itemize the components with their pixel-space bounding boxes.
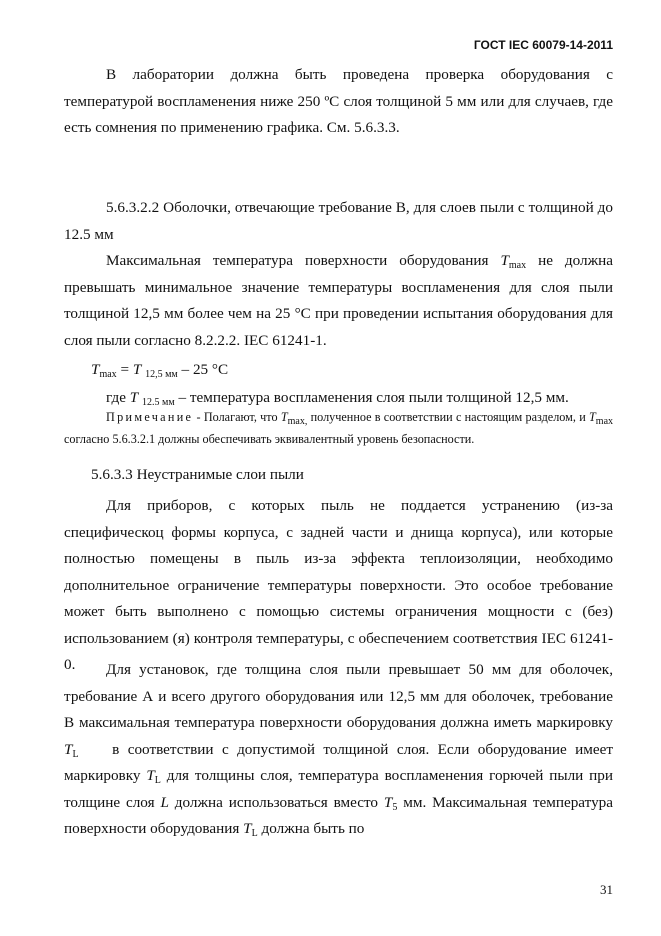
section-5-6-3-2-2-heading: 5.6.3.2.2 Оболочки, отвечающие требование B, для слоев пыли с толщиной до 12.5 мм: [64, 199, 613, 243]
paragraph-installations-marking: Для установок, где толщина слоя пыли превышает 50 мм для оболочек, требование А и всего другого оборудования или 12,5 мм для оболочек, требование В максимальная температура поверхности оборудования должна иметь маркировку $T_L$ в соответствии с допустимой толщиной слоя. Если оборудование имеет маркировку $T_L$ для толщины слоя, температура воспламенения горючей пыли при толщине слоя L должна использоваться вместо $T_5$ мм. Максимальная температура поверхности оборудования $T_L$ должна быть по: [64, 661, 614, 839]
section-5-6-3-3-heading: 5.6.3.3 Неустранимые слои пыли: [91, 466, 304, 483]
paragraph-max-temperature: Максимальная температура поверхности оборудования $T_{max}$ не должна превышать минимальное значение температуры воспламенения для слоя пыли толщиной 12,5 мм более чем на 25 °C при проведении испытания оборудования для слоя пыли согласно 8.2.2.2. IEC 61241-1.: [64, 252, 613, 349]
formula-tmax: $T_{max} = T$ $_{12,5 мм}$ – 25 °C: [91, 361, 229, 380]
page-number: 31: [600, 882, 613, 897]
paragraph-non-removable-dust: Для приборов, с которых пыль не поддается устранению (из-за специфическоц формы корпуса, с задней части и днища корпуса), или которые полностью помещены в пыль из-за эффекта теплоизоляции, необходимо дополнительное ограничение температуры поверхности. Это особое требование может быть выполнено с помощью системы ограничения мощности с (без) использованием (я) контроля температуры, с обеспечением соответствия IEC 61241-0.: [64, 497, 613, 673]
formula-explanation: где T $_{12.5 мм}$ – температура воспламенения слоя пыли толщиной 12,5 мм.: [106, 389, 569, 408]
paragraph-lab-check: В лаборатории должна быть проведена проверка оборудования с температурой воспламенения ниже 250 ºC слоя толщиной 5 мм или для случаев, где есть сомнения по применению графика. См. 5.6.3.3.: [64, 66, 613, 136]
note-equivalent-safety: Примечание - Полагают, что $T_{max,}$ полученное в соответствии с настоящим разделом, и $T_{max}$ согласно 5.6.3.2.1 должны обеспечивать эквивалентный уровень безопасности.: [64, 410, 614, 446]
document-header: ГОСТ IEC 60079-14-2011: [473, 38, 613, 52]
